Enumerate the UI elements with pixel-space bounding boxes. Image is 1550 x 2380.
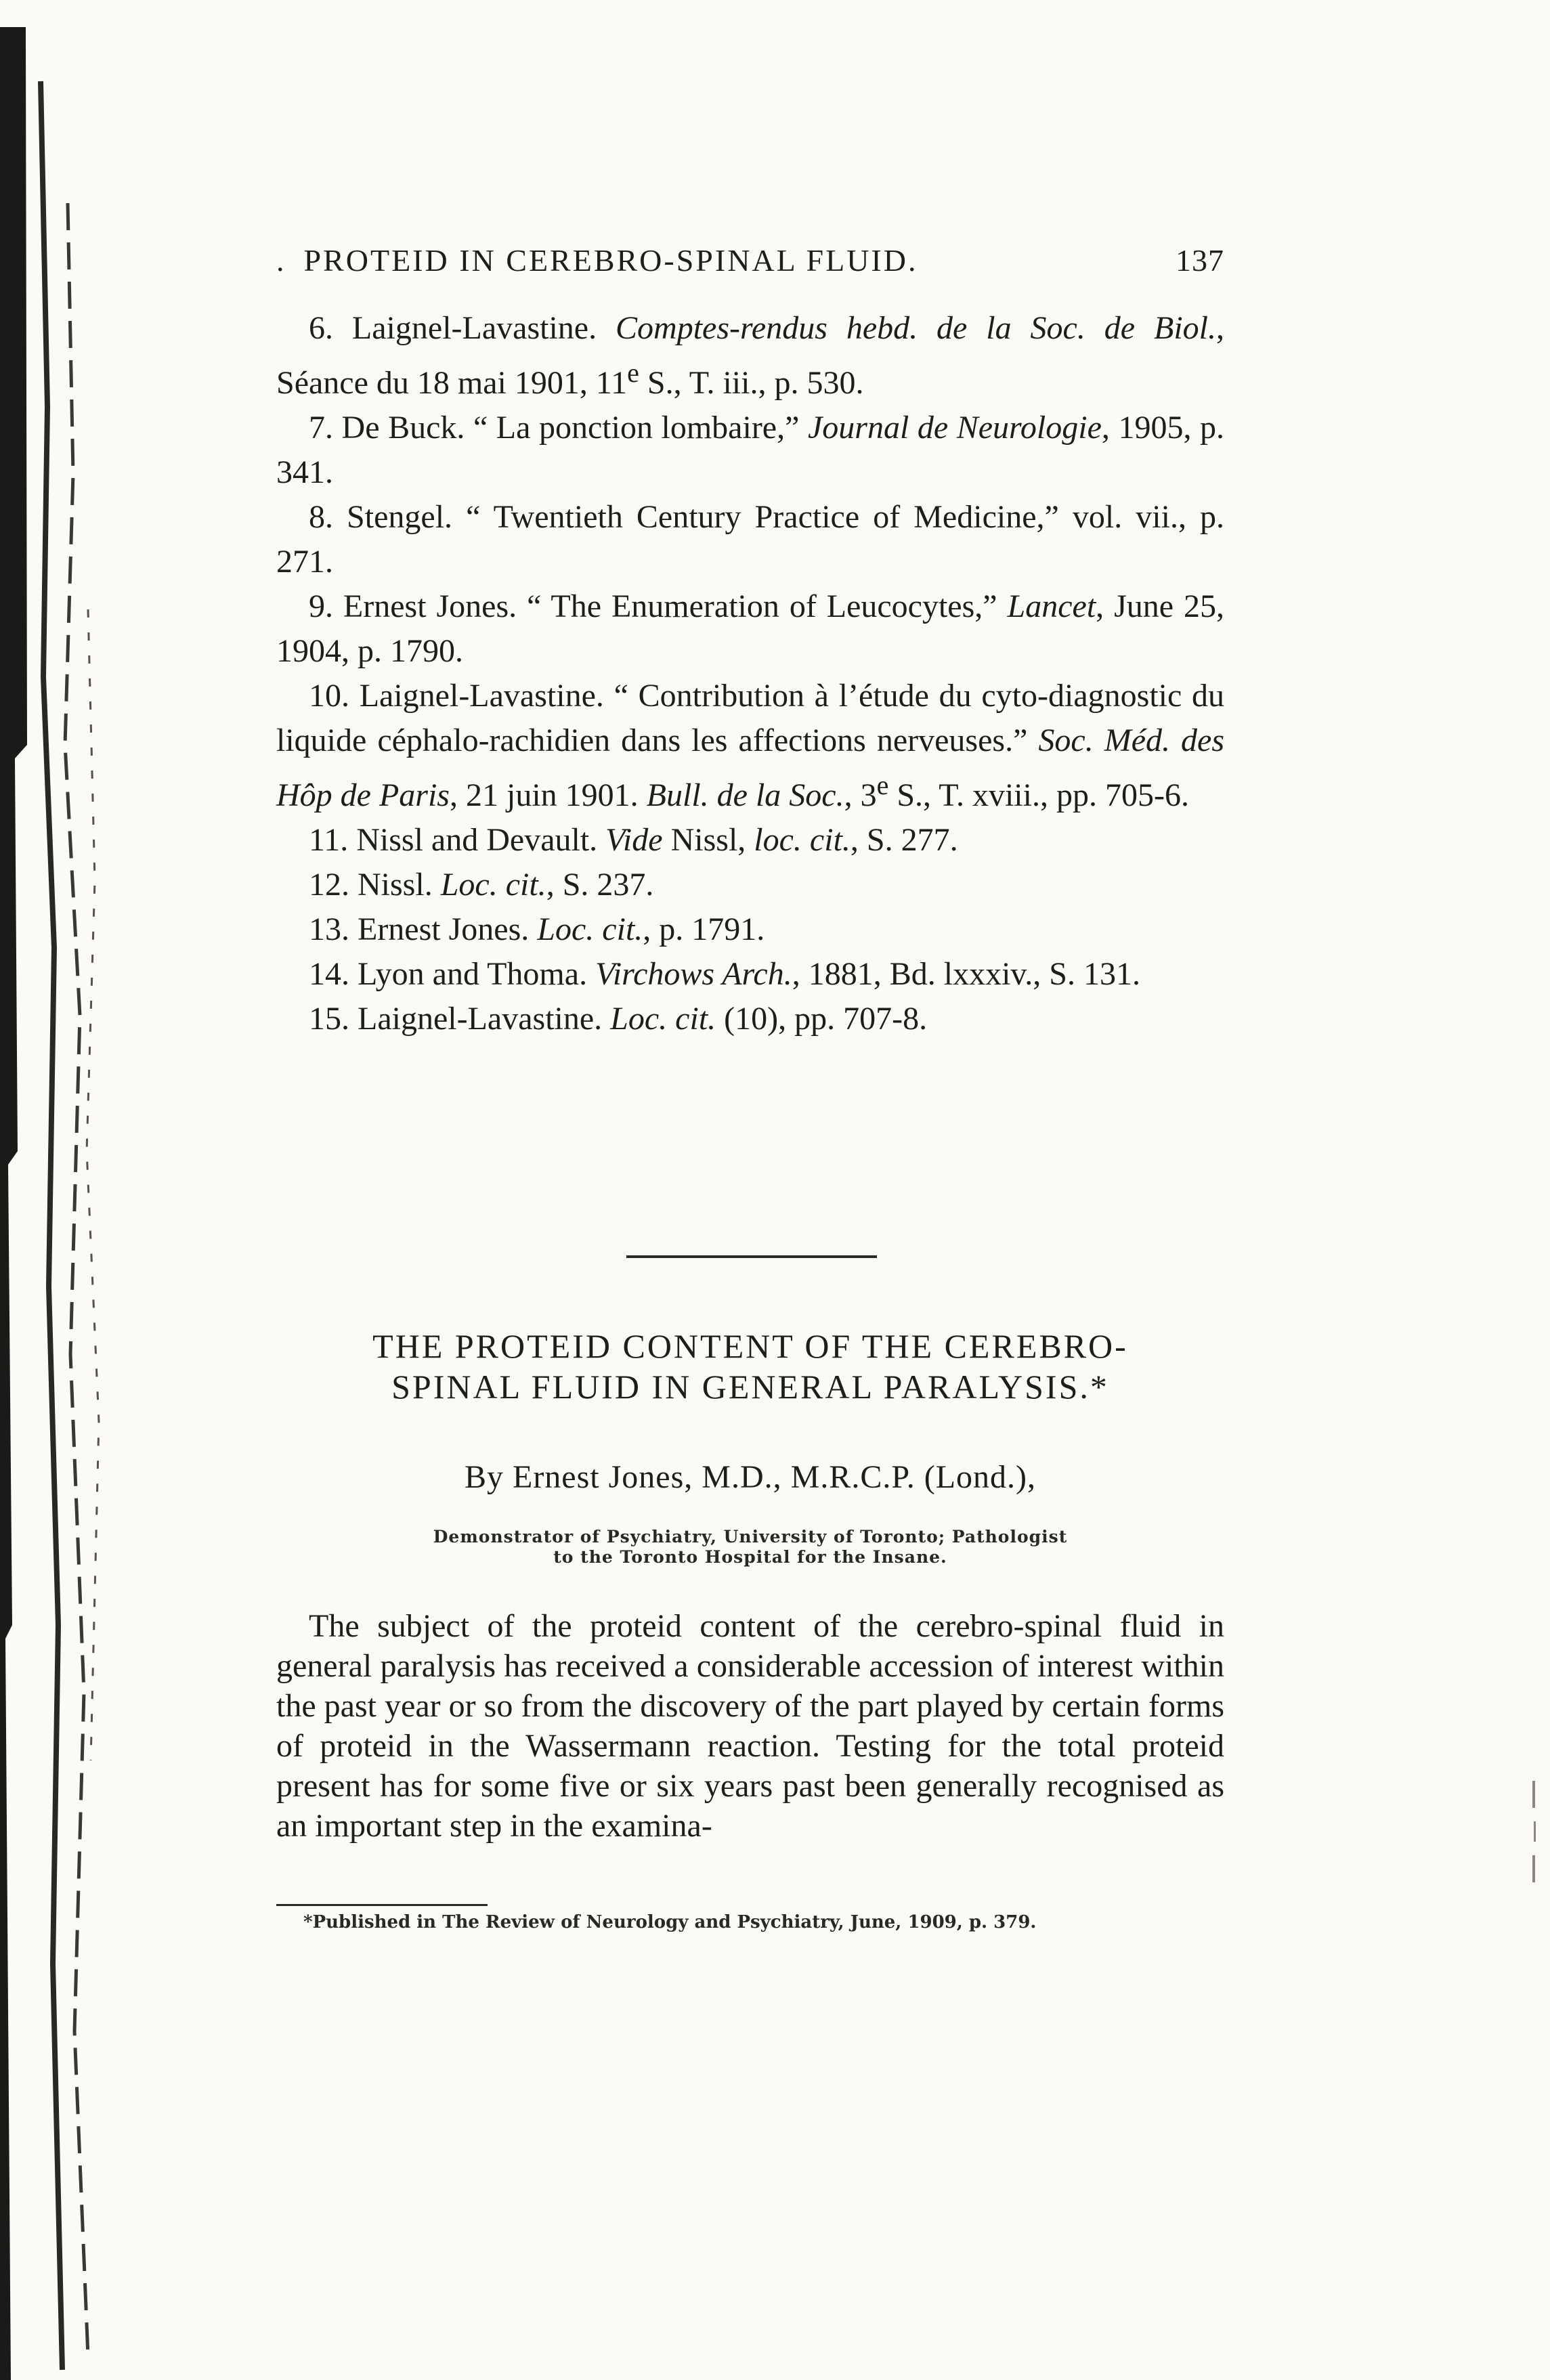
- page-number: 137: [1176, 243, 1224, 278]
- reference-item: 15. Laignel-Lavastine. Loc. cit. (10), pp. 707-8.: [309, 1001, 928, 1037]
- article-title: [276, 1326, 1224, 1407]
- author-affiliation: [276, 1527, 1224, 1567]
- reference-list: [276, 306, 1224, 1041]
- author-byline: By Ernest Jones, M.D., M.R.C.P. (Lond.),: [464, 1459, 1037, 1495]
- binding-edge: [0, 0, 115, 2380]
- reference-item: 14. Lyon and Thoma. Virchows Arch., 1881, Bd. lxxxiv., S. 131.: [309, 956, 1140, 992]
- footnote: *Published in The Review of Neurology and Psychiatry, June, 1909, p. 379.: [303, 1912, 1037, 1932]
- footnote-rule: [276, 1904, 488, 1906]
- reference-item: 9. Ernest Jones. “ The Enumeration of Leucocytes,” Lancet, June 25, 1904, p. 1790.: [276, 588, 1225, 669]
- section-divider: [626, 1255, 877, 1258]
- article-title-line-1: THE PROTEID CONTENT OF THE CEREBRO-: [372, 1327, 1128, 1365]
- reference-item: 11. Nissl and Devault. Vide Nissl, loc. cit., S. 277.: [309, 822, 958, 858]
- header-title: PROTEID IN CEREBRO-SPINAL FLUID.: [303, 243, 918, 278]
- affiliation-line-1: Demonstrator of Psychiatry, University of Toronto; Pathologist: [433, 1527, 1068, 1546]
- reference-item: 7. De Buck. “ La ponction lombaire,” Journal de Neurologie, 1905, p. 341.: [276, 410, 1225, 490]
- reference-item: 10. Laignel-Lavastine. “ Contribution à l’étude du cyto-diagnostic du liquide céphalo-rachidien dans les affections nerveuses.” Soc. Méd. des Hôp de Paris, 21 juin 1901. Bull. de la Soc., 3e S., T. xviii., pp. 705-6.: [276, 678, 1224, 813]
- header-dot: .: [276, 243, 286, 278]
- running-header: [276, 242, 1224, 278]
- reference-item: 13. Ernest Jones. Loc. cit., p. 1791.: [309, 911, 765, 947]
- scan-margin-marks: [1509, 0, 1550, 2380]
- article-body: The subject of the proteid content of the cerebro-spinal fluid in general paralysis has received a considerable accession of interest within the past year or so from the discovery of the part played by certain forms of proteid in the Wassermann reaction. Testing for the total proteid present has for some five or six years past been generally recognised as an important step in the examina-: [276, 1608, 1224, 1844]
- affiliation-line-2: to the Toronto Hospital for the Insane.: [553, 1547, 947, 1567]
- reference-item: 8. Stengel. “ Twentieth Century Practice of Medicine,” vol. vii., p. 271.: [276, 499, 1224, 580]
- reference-item: 6. Laignel-Lavastine. Comptes-rendus hebd. de la Soc. de Biol., Séance du 18 mai 1901, 11e S., T. iii., p. 530.: [276, 310, 1224, 401]
- reference-item: 12. Nissl. Loc. cit., S. 237.: [309, 867, 654, 903]
- article-title-line-2: SPINAL FLUID IN GENERAL PARALYSIS.*: [391, 1368, 1109, 1406]
